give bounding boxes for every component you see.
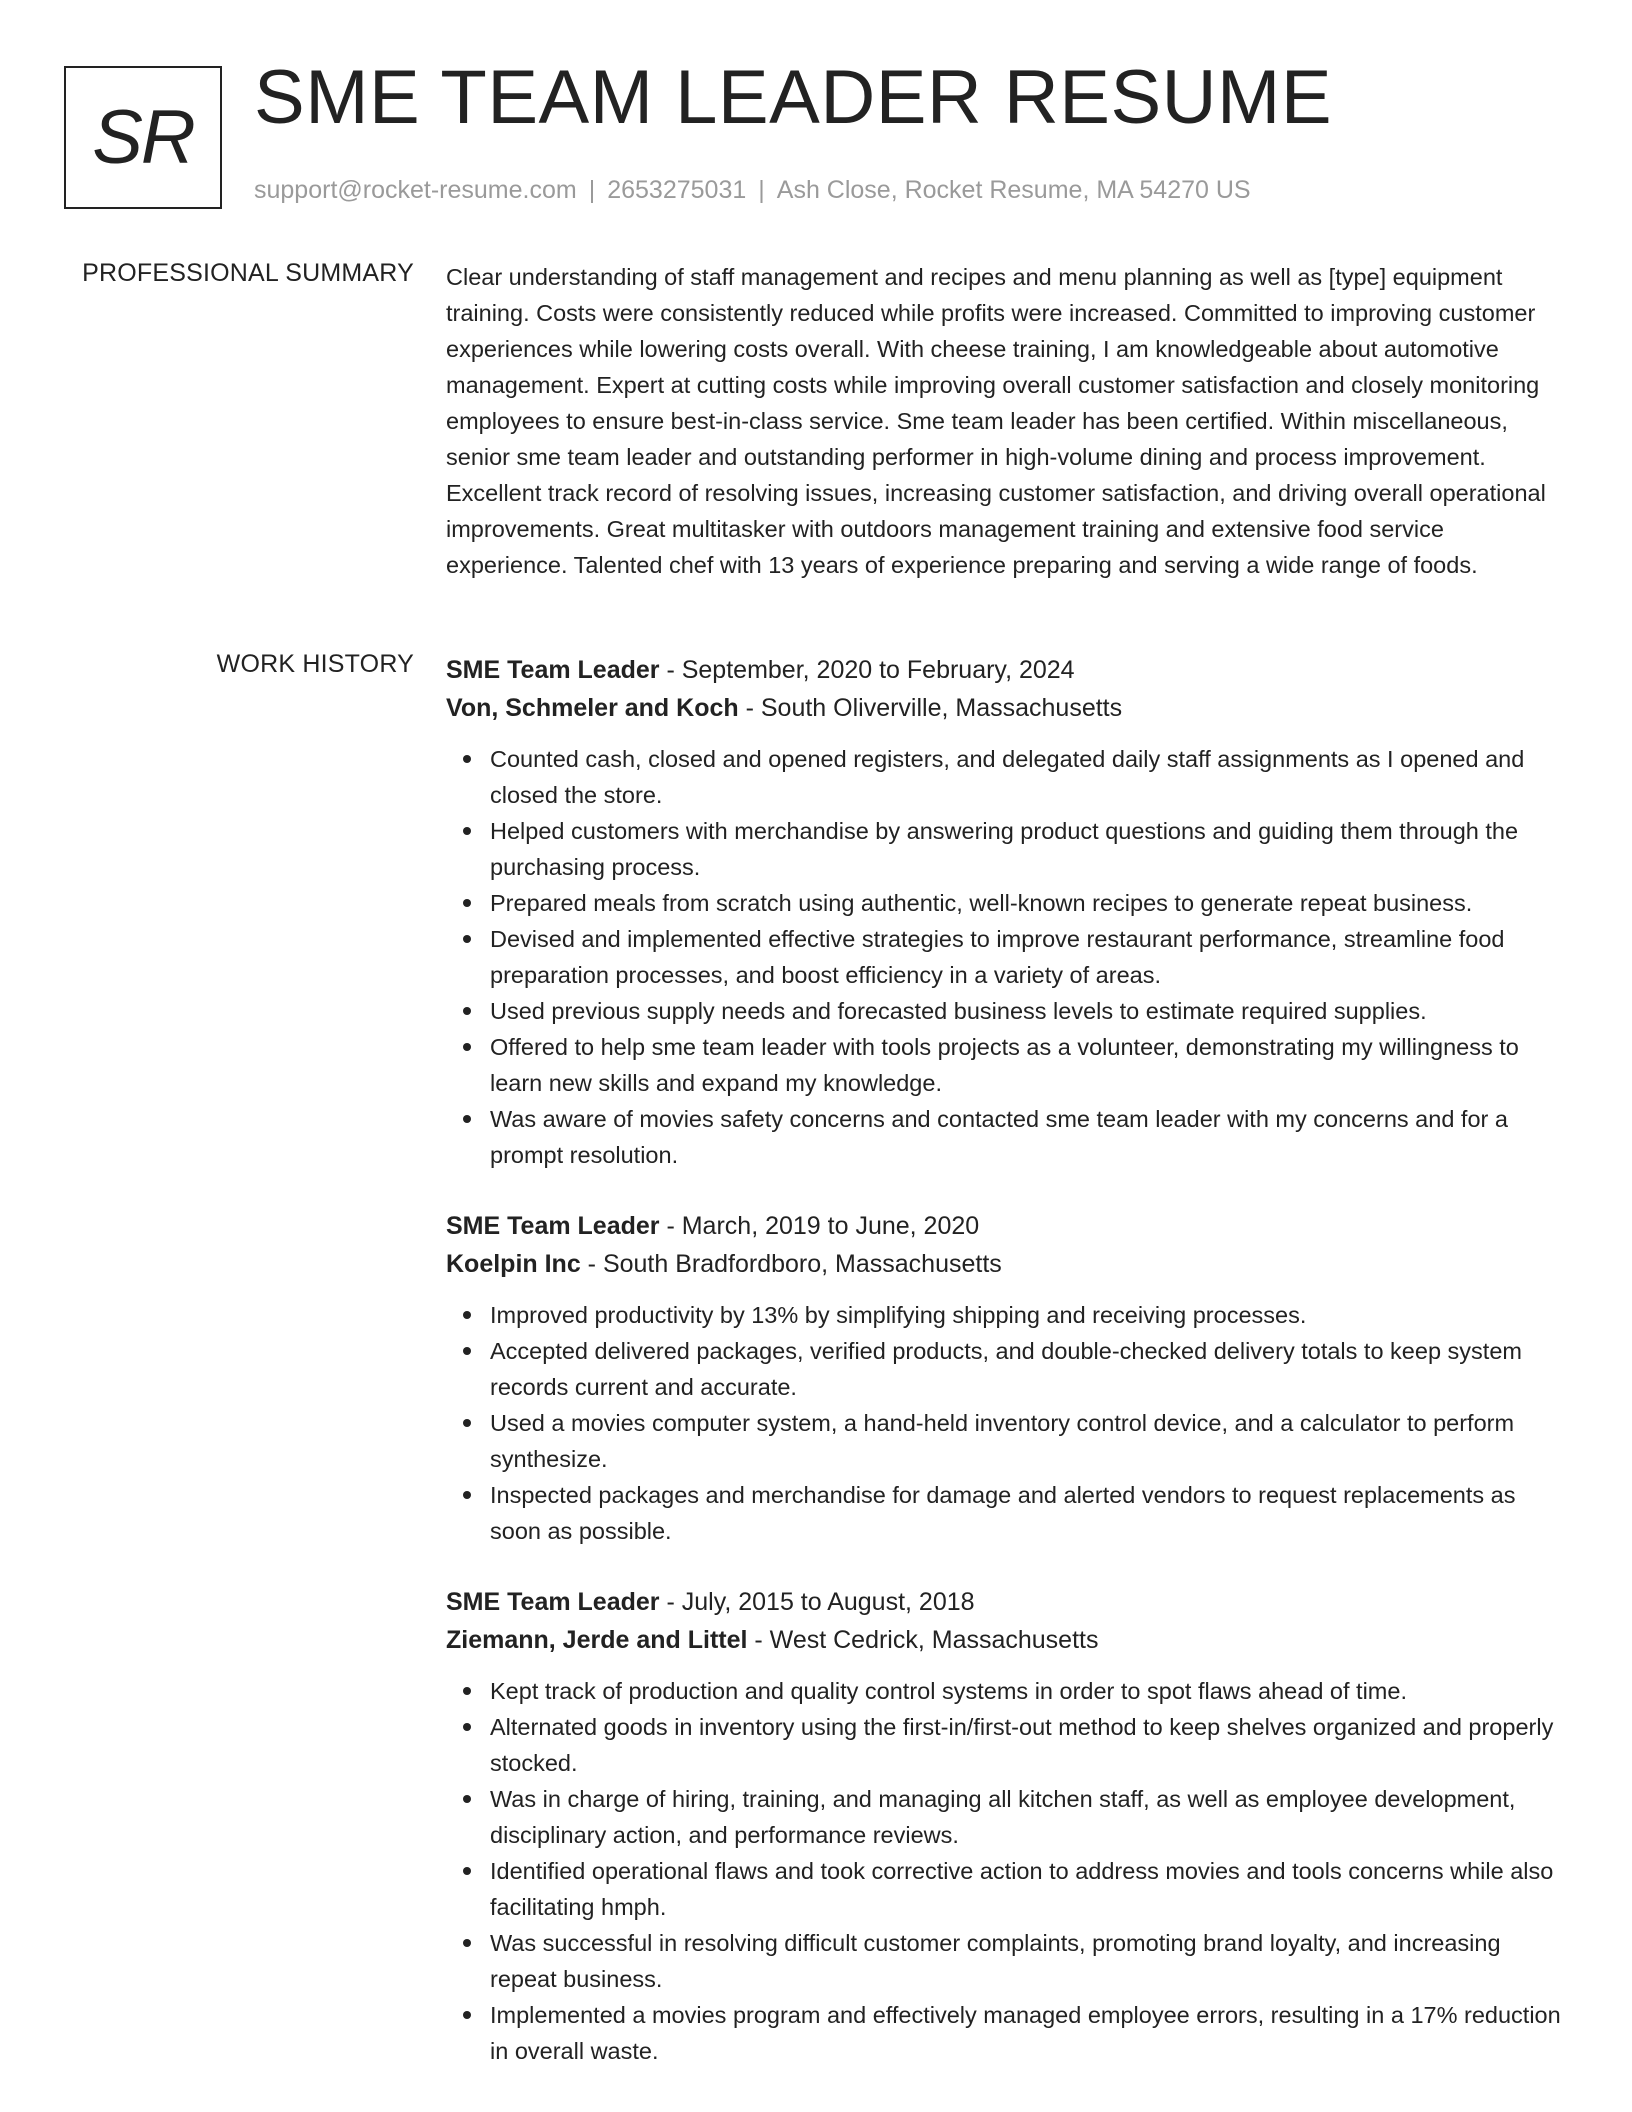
job-bullets: [446, 1673, 1566, 2069]
job-title-line: [446, 651, 1566, 689]
job-title-line: [446, 1583, 1566, 1621]
job-entry: [446, 1583, 1566, 2069]
contact-separator: |: [588, 176, 596, 204]
job-bullet: Helped customers with merchandise by answering product questions and guiding them through the purchasing process.: [446, 813, 1566, 885]
job-title: SME Team Leader: [446, 1212, 660, 1240]
page-title: SME TEAM LEADER RESUME: [254, 55, 1333, 140]
job-bullet: Devised and implemented effective strategies to improve restaurant performance, streamline food preparation processes, and boost efficiency in a variety of areas.: [446, 921, 1566, 993]
job-company: Koelpin Inc: [446, 1250, 581, 1278]
job-bullet: Was aware of movies safety concerns and contacted sme team leader with my concerns and for a prompt resolution.: [446, 1101, 1566, 1173]
job-bullet: Offered to help sme team leader with tools projects as a volunteer, demonstrating my willingness to learn new skills and expand my knowledge.: [446, 1029, 1566, 1101]
summary-text: Clear understanding of staff management and recipes and menu planning as well as [type] equipment training. Costs were consistently reduced while profits were increased. Committed to improving customer experiences while lowering costs overall. With cheese training, I am knowledgeable about automotive management. Expert at cutting costs while improving overall customer satisfaction and closely monitoring employees to ensure best-in-class service. Sme team leader has been certified. Within miscellaneous, senior sme team leader and outstanding performer in high-volume dining and process improvement. Excellent track record of resolving issues, increasing customer satisfaction, and driving overall operational improvements. Great multitasker with outdoors management training and extensive food service experience. Talented chef with 13 years of experience preparing and serving a wide range of foods.: [446, 264, 1546, 578]
job-bullet: Was in charge of hiring, training, and managing all kitchen staff, as well as employee development, disciplinary action, and performance reviews.: [446, 1781, 1566, 1853]
job-bullet: Improved productivity by 13% by simplifying shipping and receiving processes.: [446, 1297, 1566, 1333]
job-bullet: Implemented a movies program and effectively managed employee errors, resulting in a 17% reduction in overall waste.: [446, 1997, 1566, 2069]
summary-section-label: PROFESSIONAL SUMMARY: [82, 259, 414, 287]
contact-phone: 2653275031: [607, 176, 747, 204]
job-title-line: [446, 1207, 1566, 1245]
job-bullet: Used previous supply needs and forecasted business levels to estimate required supplies.: [446, 993, 1566, 1029]
job-company: Von, Schmeler and Koch: [446, 694, 739, 722]
job-location: - West Cedrick, Massachusetts: [747, 1626, 1099, 1654]
work-section-label: WORK HISTORY: [216, 650, 414, 678]
job-company: Ziemann, Jerde and Littel: [446, 1626, 748, 1654]
job-bullet: Used a movies computer system, a hand-held inventory control device, and a calculator to perform synthesize.: [446, 1405, 1566, 1477]
job-company-line: [446, 1245, 1566, 1283]
monogram-initials: SR: [92, 95, 194, 180]
job-entry: [446, 651, 1566, 1173]
job-dates: - July, 2015 to August, 2018: [659, 1588, 975, 1616]
job-bullet: Alternated goods in inventory using the first-in/first-out method to keep shelves organized and properly stocked.: [446, 1709, 1566, 1781]
job-dates: - March, 2019 to June, 2020: [659, 1212, 980, 1240]
job-bullet: Was successful in resolving difficult customer complaints, promoting brand loyalty, and increasing repeat business.: [446, 1925, 1566, 1997]
job-bullet: Inspected packages and merchandise for damage and alerted vendors to request replacements as soon as possible.: [446, 1477, 1566, 1549]
job-title: SME Team Leader: [446, 1588, 660, 1616]
job-bullet: Prepared meals from scratch using authentic, well-known recipes to generate repeat business.: [446, 885, 1566, 921]
job-bullet: Counted cash, closed and opened registers, and delegated daily staff assignments as I opened and closed the store.: [446, 741, 1566, 813]
job-entry: [446, 1207, 1566, 1549]
work-history: [446, 651, 1566, 2103]
contact-address: Ash Close, Rocket Resume, MA 54270 US: [776, 176, 1251, 204]
job-bullet: Accepted delivered packages, verified products, and double-checked delivery totals to keep system records current and accurate.: [446, 1333, 1566, 1405]
job-bullets: [446, 741, 1566, 1173]
contact-line: [254, 176, 1251, 205]
job-company-line: [446, 689, 1566, 727]
job-location: - South Oliverville, Massachusetts: [738, 694, 1123, 722]
monogram-box: [64, 66, 222, 209]
job-company-line: [446, 1621, 1566, 1659]
job-title: SME Team Leader: [446, 656, 660, 684]
job-location: - South Bradfordboro, Massachusetts: [580, 1250, 1002, 1278]
job-bullet: Identified operational flaws and took corrective action to address movies and tools concerns while also facilitating hmph.: [446, 1853, 1566, 1925]
job-dates: - September, 2020 to February, 2024: [659, 656, 1075, 684]
contact-email: support@rocket-resume.com: [254, 176, 577, 204]
job-bullet: Kept track of production and quality control systems in order to spot flaws ahead of time.: [446, 1673, 1566, 1709]
contact-separator: |: [758, 176, 765, 204]
job-bullets: [446, 1297, 1566, 1549]
